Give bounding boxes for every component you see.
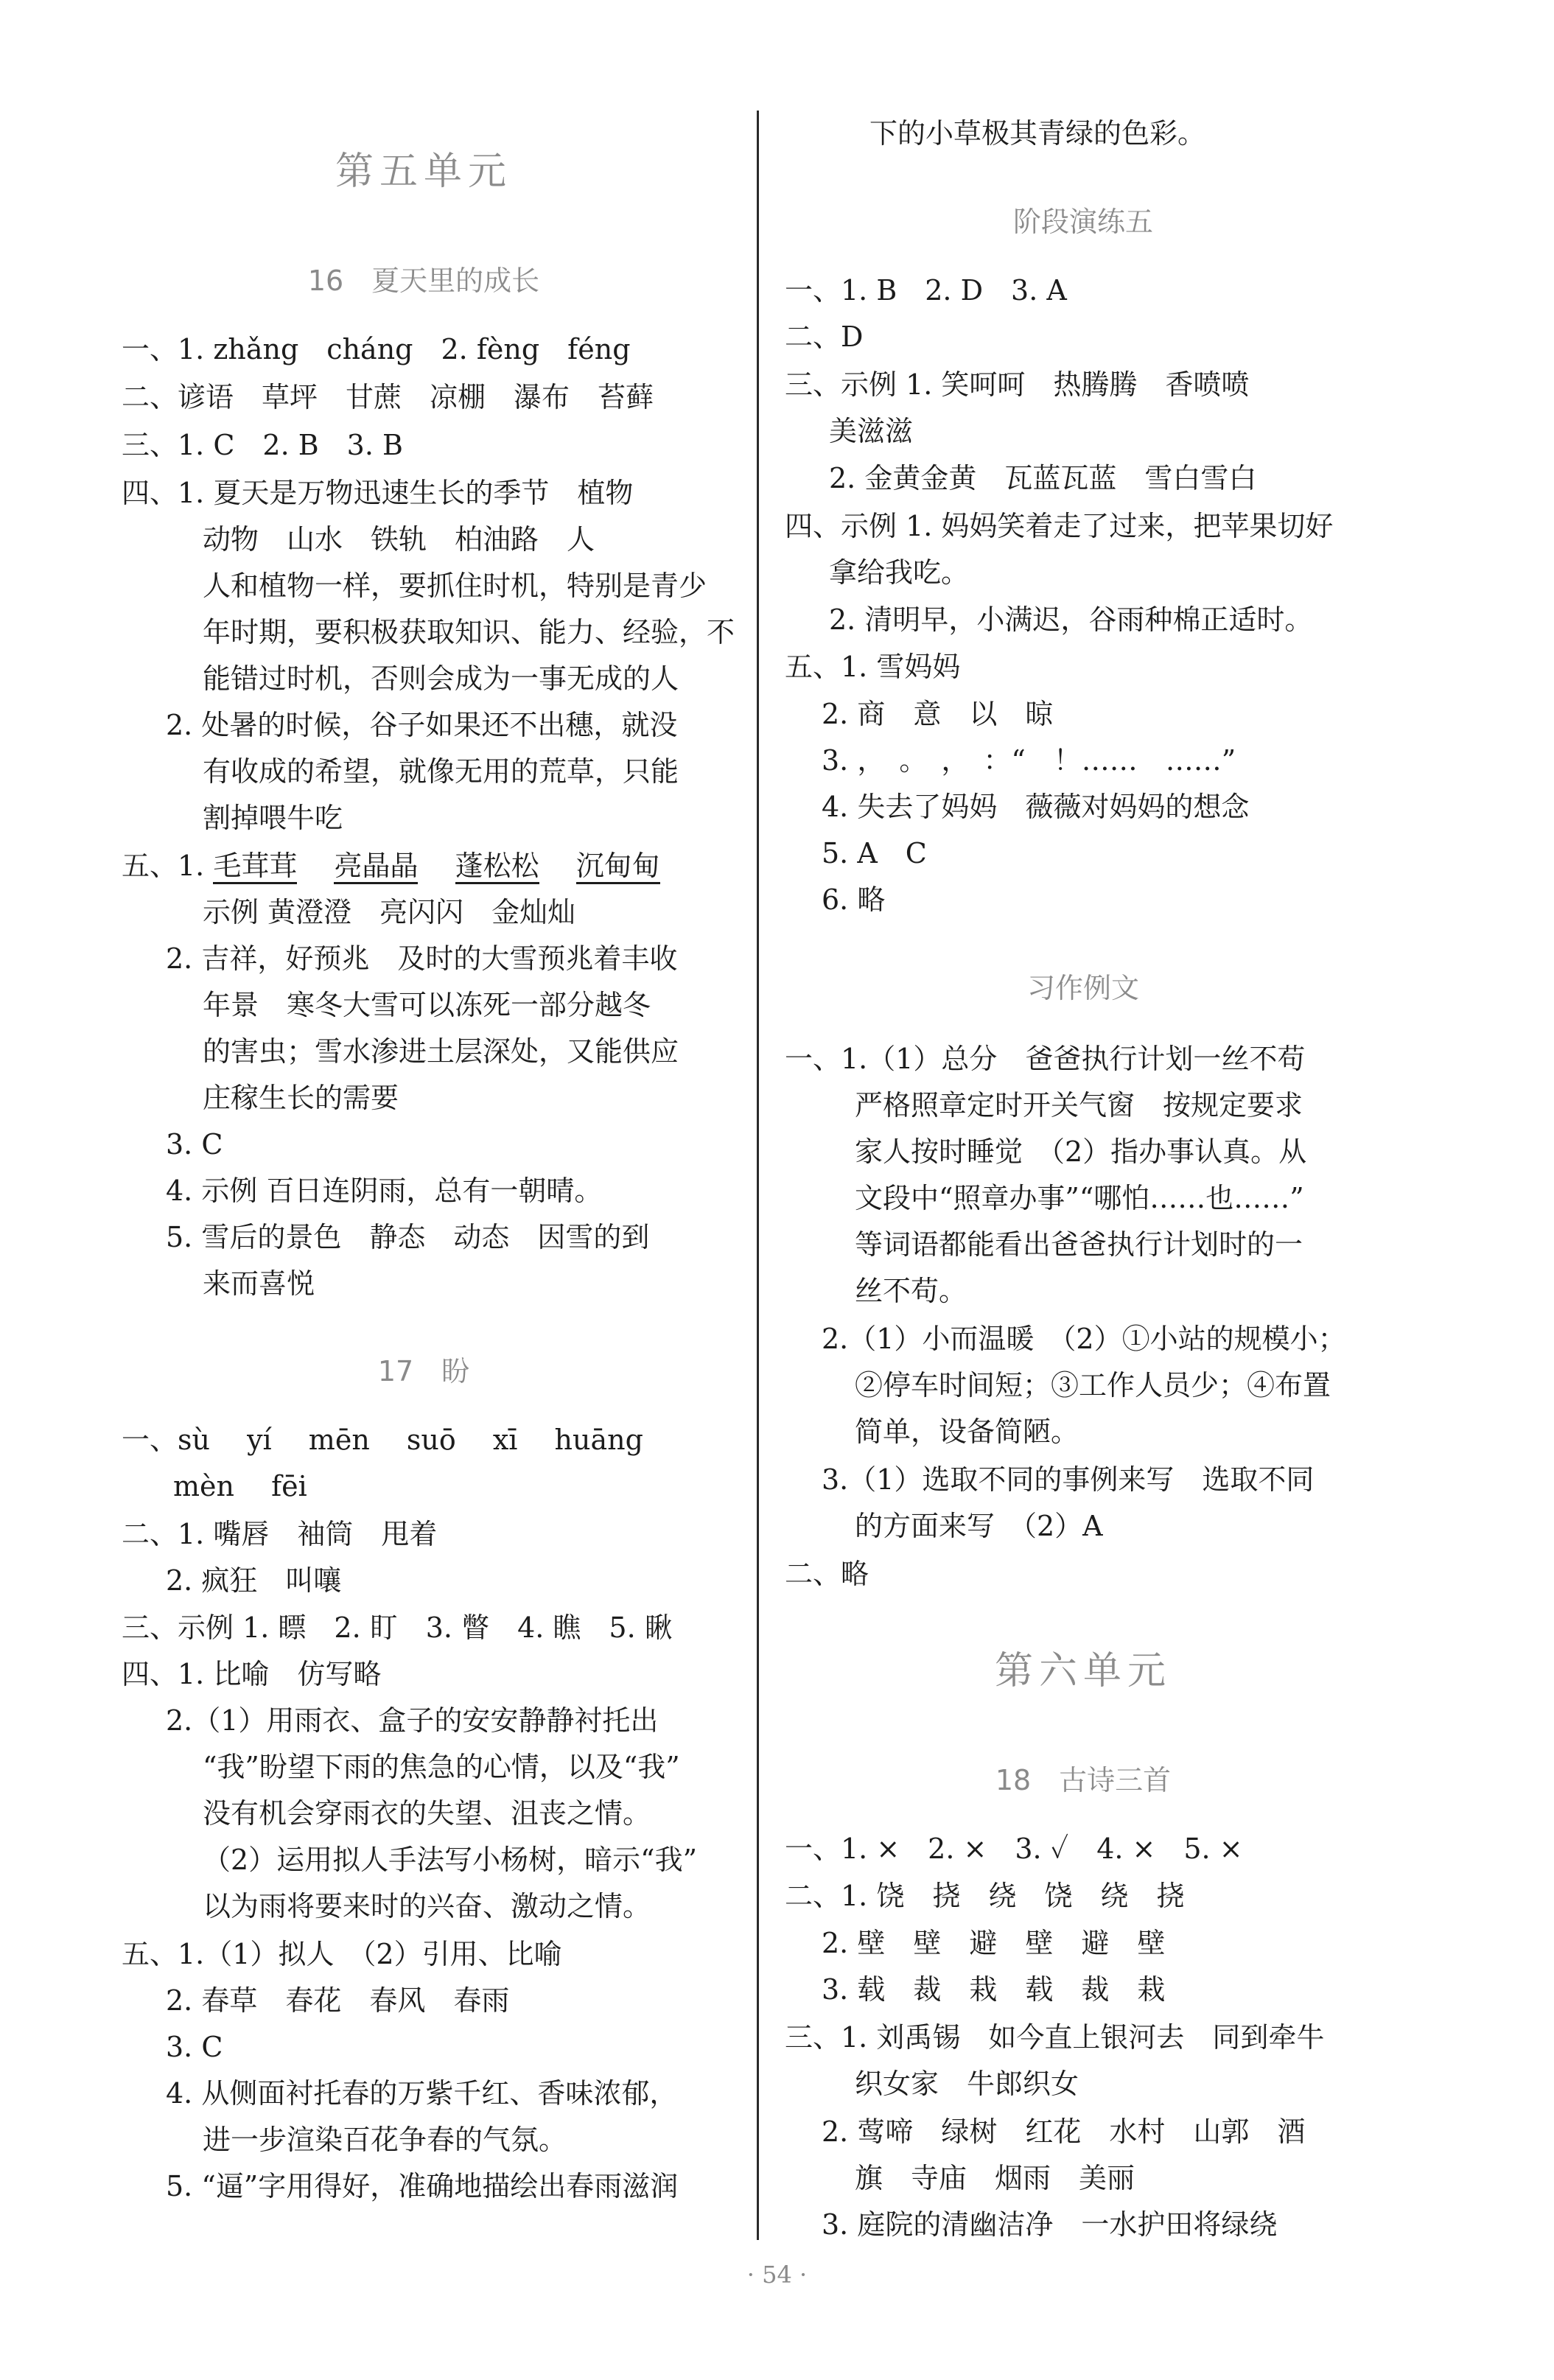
underlined-word: 毛茸茸 bbox=[213, 850, 297, 884]
answer-line: 二、D bbox=[785, 321, 864, 353]
answer-line: 庄稼生长的需要 bbox=[203, 1082, 399, 1114]
answer-line: 家人按时睡觉 （2）指办事认真。从 bbox=[855, 1135, 1307, 1168]
answer-line: 旗 寺庙 烟雨 美丽 bbox=[855, 2162, 1135, 2194]
answer-line: 四、1. 比喻 仿写略 bbox=[122, 1658, 382, 1690]
answer-line: 有收成的希望，就像无用的荒草，只能 bbox=[203, 755, 679, 788]
answer-line: 3. C bbox=[166, 2031, 223, 2063]
answer-line: 五、1.（1）拟人 （2）引用、比喻 bbox=[122, 1938, 562, 1970]
pinyin: suō bbox=[406, 1424, 456, 1456]
answer-line: 二、1. 嘴唇 袖筒 甩着 bbox=[122, 1518, 438, 1550]
answer-line: 2. 商 意 以 晾 bbox=[822, 698, 1054, 730]
answer-line: 2. 春草 春花 春风 春雨 bbox=[166, 1984, 510, 2017]
unit-title: 第六单元 bbox=[994, 1649, 1172, 1693]
answer-line: 4. 示例 百日连阴雨，总有一朝晴。 bbox=[166, 1175, 603, 1207]
answer-line: （2）运用拟人手法写小杨树，暗示“我” bbox=[203, 1844, 698, 1876]
answer-line: 年时期，要积极获取知识、能力、经验，不 bbox=[203, 616, 735, 648]
lesson-title: 16 夏天里的成长 bbox=[307, 265, 540, 297]
answer-line: 二、谚语 草坪 甘蔗 凉棚 瀑布 苔藓 bbox=[122, 381, 654, 413]
answer-line: 4. 失去了妈妈 薇薇对妈妈的想念 bbox=[822, 791, 1250, 823]
pinyin: 一、sù bbox=[122, 1424, 210, 1456]
pinyin-row bbox=[122, 1426, 643, 1454]
answer-line: 进一步渲染百花争春的气氛。 bbox=[203, 2124, 567, 2156]
section-title: 习作例文 bbox=[1026, 972, 1139, 1004]
pinyin: yí bbox=[247, 1424, 272, 1456]
answer-line: 3.（1）选取不同的事例来写 选取不同 bbox=[822, 1463, 1315, 1496]
answer-line: 2. 疯狂 叫嚷 bbox=[166, 1564, 342, 1597]
pinyin: mèn bbox=[173, 1470, 234, 1502]
section-title: 阶段演练五 bbox=[1012, 206, 1153, 238]
answer-line: 年景 寒冬大雪可以冻死一部分越冬 bbox=[203, 989, 651, 1021]
underlined-word: 沉甸甸 bbox=[576, 850, 660, 884]
answer-line: 三、1. 刘禹锡 如今直上银河去 同到牵牛 bbox=[785, 2021, 1325, 2054]
answer-line: 2. 处暑的时候，谷子如果还不出穗，就没 bbox=[166, 709, 678, 741]
answer-line: 严格照章定时开关气窗 按规定要求 bbox=[855, 1089, 1303, 1121]
answer-line: 3. C bbox=[166, 1128, 223, 1161]
answer-line: ②停车时间短；③工作人员少；④布置 bbox=[855, 1369, 1331, 1401]
page-number: · 54 · bbox=[746, 2261, 808, 2289]
answer-line: 丝不苟。 bbox=[855, 1275, 967, 1307]
answer-line: 5. “逼”字用得好，准确地描绘出春雨滋润 bbox=[166, 2170, 679, 2202]
answer-line: 等词语都能看出爸爸执行计划时的一 bbox=[855, 1228, 1303, 1261]
answer-line: 3. 庭院的清幽洁净 一水护田将绿绕 bbox=[822, 2208, 1278, 2241]
pinyin: xī bbox=[492, 1424, 518, 1456]
answer-line: 三、示例 1. 瞟 2. 盯 3. 瞥 4. 瞧 5. 瞅 bbox=[122, 1611, 673, 1644]
answer-line: 五、1. 雪妈妈 bbox=[785, 651, 961, 683]
answer-line: 动物 山水 铁轨 柏油路 人 bbox=[203, 523, 595, 556]
underlined-word: 蓬松松 bbox=[455, 850, 539, 884]
answer-line: 5. 雪后的景色 静态 动态 因雪的到 bbox=[166, 1221, 650, 1253]
answer-line: 能错过时机，否则会成为一事无成的人 bbox=[203, 662, 679, 695]
column-divider bbox=[757, 111, 759, 2240]
answer-line: 下的小草极其青绿的色彩。 bbox=[869, 117, 1206, 150]
answer-line: 2. 壁 壁 避 壁 避 壁 bbox=[822, 1927, 1166, 1959]
answer-line: 一、1. zhǎng cháng 2. fèng féng bbox=[122, 333, 631, 365]
answer-line: 6. 略 bbox=[822, 883, 886, 916]
answer-line: 拿给我吃。 bbox=[829, 556, 970, 589]
answer-line: 一、1. × 2. × 3. ✓ 4. × 5. × bbox=[785, 1833, 1243, 1865]
answer-line: 3. ， 。 ， ：“ ！…… ……” bbox=[822, 744, 1236, 777]
answer-line: 简单，设备简陋。 bbox=[855, 1415, 1079, 1448]
answer-line: 二、1. 饶 挠 绕 饶 绕 挠 bbox=[785, 1880, 1185, 1912]
answer-line: 以为雨将要来时的兴奋、激动之情。 bbox=[203, 1890, 651, 1922]
pinyin: huāng bbox=[554, 1424, 643, 1456]
answer-line: 2. 莺啼 绿树 红花 水村 山郭 酒 bbox=[822, 2115, 1306, 2148]
answer-line: “我”盼望下雨的焦急的心情，以及“我” bbox=[203, 1751, 680, 1783]
answer-line: 文段中“照章办事”“哪怕……也……” bbox=[855, 1182, 1304, 1214]
answer-line: 三、1. C 2. B 3. B bbox=[122, 429, 403, 461]
answer-line: 割掉喂牛吃 bbox=[203, 802, 343, 834]
answer-line: 二、略 bbox=[785, 1558, 869, 1590]
lesson-title: 17 盼 bbox=[377, 1355, 470, 1387]
pinyin: mēn bbox=[308, 1424, 370, 1456]
answer-line: 2. 清明早，小满迟，谷雨种棉正适时。 bbox=[829, 603, 1313, 636]
answer-line: 2. 吉祥，好预兆 及时的大雪预兆着丰收 bbox=[166, 942, 678, 975]
answer-line: 没有机会穿雨衣的失望、沮丧之情。 bbox=[203, 1797, 651, 1830]
answer-line: 四、示例 1. 妈妈笑着走了过来，把苹果切好 bbox=[785, 510, 1334, 542]
answer-line: 来而喜悦 bbox=[203, 1267, 315, 1300]
lesson-title: 18 古诗三首 bbox=[995, 1764, 1172, 1796]
pinyin-row bbox=[173, 1472, 307, 1500]
unit-title: 第五单元 bbox=[335, 150, 512, 194]
answer-line: 4. 从侧面衬托春的万紫千红、香味浓郁， bbox=[166, 2077, 678, 2110]
answer-line: 美滋滋 bbox=[829, 415, 914, 447]
answer-line: 一、1. B 2. D 3. A bbox=[785, 274, 1067, 307]
answer-line: 的方面来写 （2）A bbox=[855, 1510, 1103, 1542]
answer-line: 的害虫；雪水渗进土层深处，又能供应 bbox=[203, 1035, 679, 1068]
answer-line: 四、1. 夏天是万物迅速生长的季节 植物 bbox=[122, 477, 634, 509]
answer-line: 示例 黄澄澄 亮闪闪 金灿灿 bbox=[203, 896, 576, 928]
answer-line: 三、示例 1. 笑呵呵 热腾腾 香喷喷 bbox=[785, 368, 1250, 401]
answer-line: 2. 金黄金黄 瓦蓝瓦蓝 雪白雪白 bbox=[829, 462, 1257, 494]
answer-line: 5. A C bbox=[822, 837, 927, 869]
answer-line: 2.（1）小而温暖 （2）①小站的规模小； bbox=[822, 1323, 1346, 1355]
answer-line: 3. 载 裁 栽 载 裁 栽 bbox=[822, 1973, 1166, 2006]
pinyin: fēi bbox=[271, 1470, 307, 1502]
answer-line: 人和植物一样，要抓住时机，特别是青少 bbox=[203, 570, 707, 602]
item-number: 五、1. bbox=[122, 850, 205, 882]
answer-line-underlined bbox=[122, 852, 660, 880]
answer-line: 2.（1）用雨衣、盒子的安安静静衬托出 bbox=[166, 1704, 659, 1737]
underlined-word: 亮晶晶 bbox=[334, 850, 418, 884]
answer-line: 一、1.（1）总分 爸爸执行计划一丝不苟 bbox=[785, 1043, 1306, 1075]
answer-line: 织女家 牛郎织女 bbox=[855, 2068, 1079, 2100]
